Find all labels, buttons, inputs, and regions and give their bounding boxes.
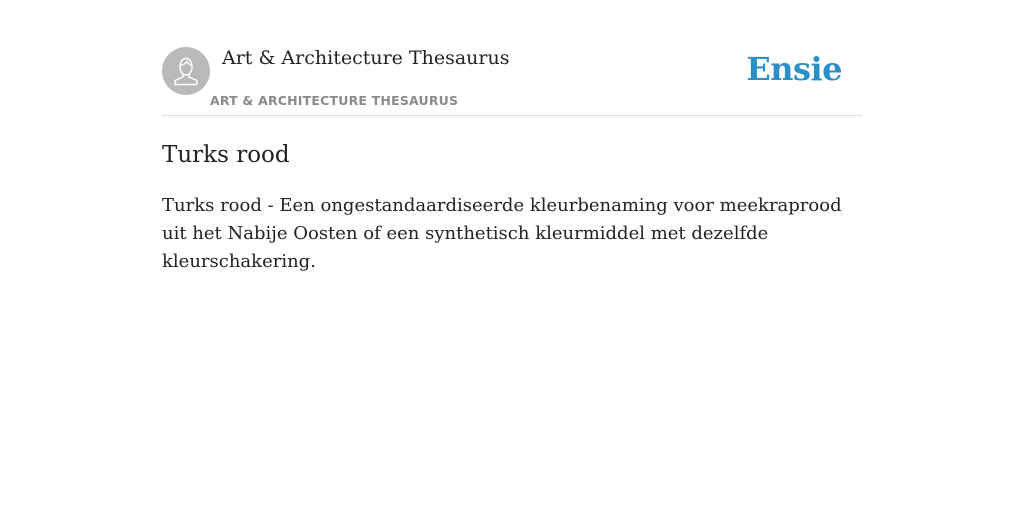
- page-container: [162, 0, 862, 272]
- user-silhouette-icon: [162, 47, 210, 95]
- author-subtitle[interactable]: ART & ARCHITECTURE THESAURUS: [210, 93, 459, 108]
- ensie-logo-link[interactable]: Ensie: [746, 50, 842, 88]
- author-avatar[interactable]: [162, 47, 210, 95]
- article-header: [162, 0, 862, 116]
- author-name[interactable]: Art & Architecture Thesaurus: [222, 47, 510, 69]
- article-definition: Turks rood - Een ongestandaardiseerde kleurbenaming voor meekraprood uit het Nabije Oosten of een synthetisch kleurmiddel met dezelfde kleurschakering.: [162, 195, 842, 272]
- article-title: Turks rood: [162, 142, 290, 168]
